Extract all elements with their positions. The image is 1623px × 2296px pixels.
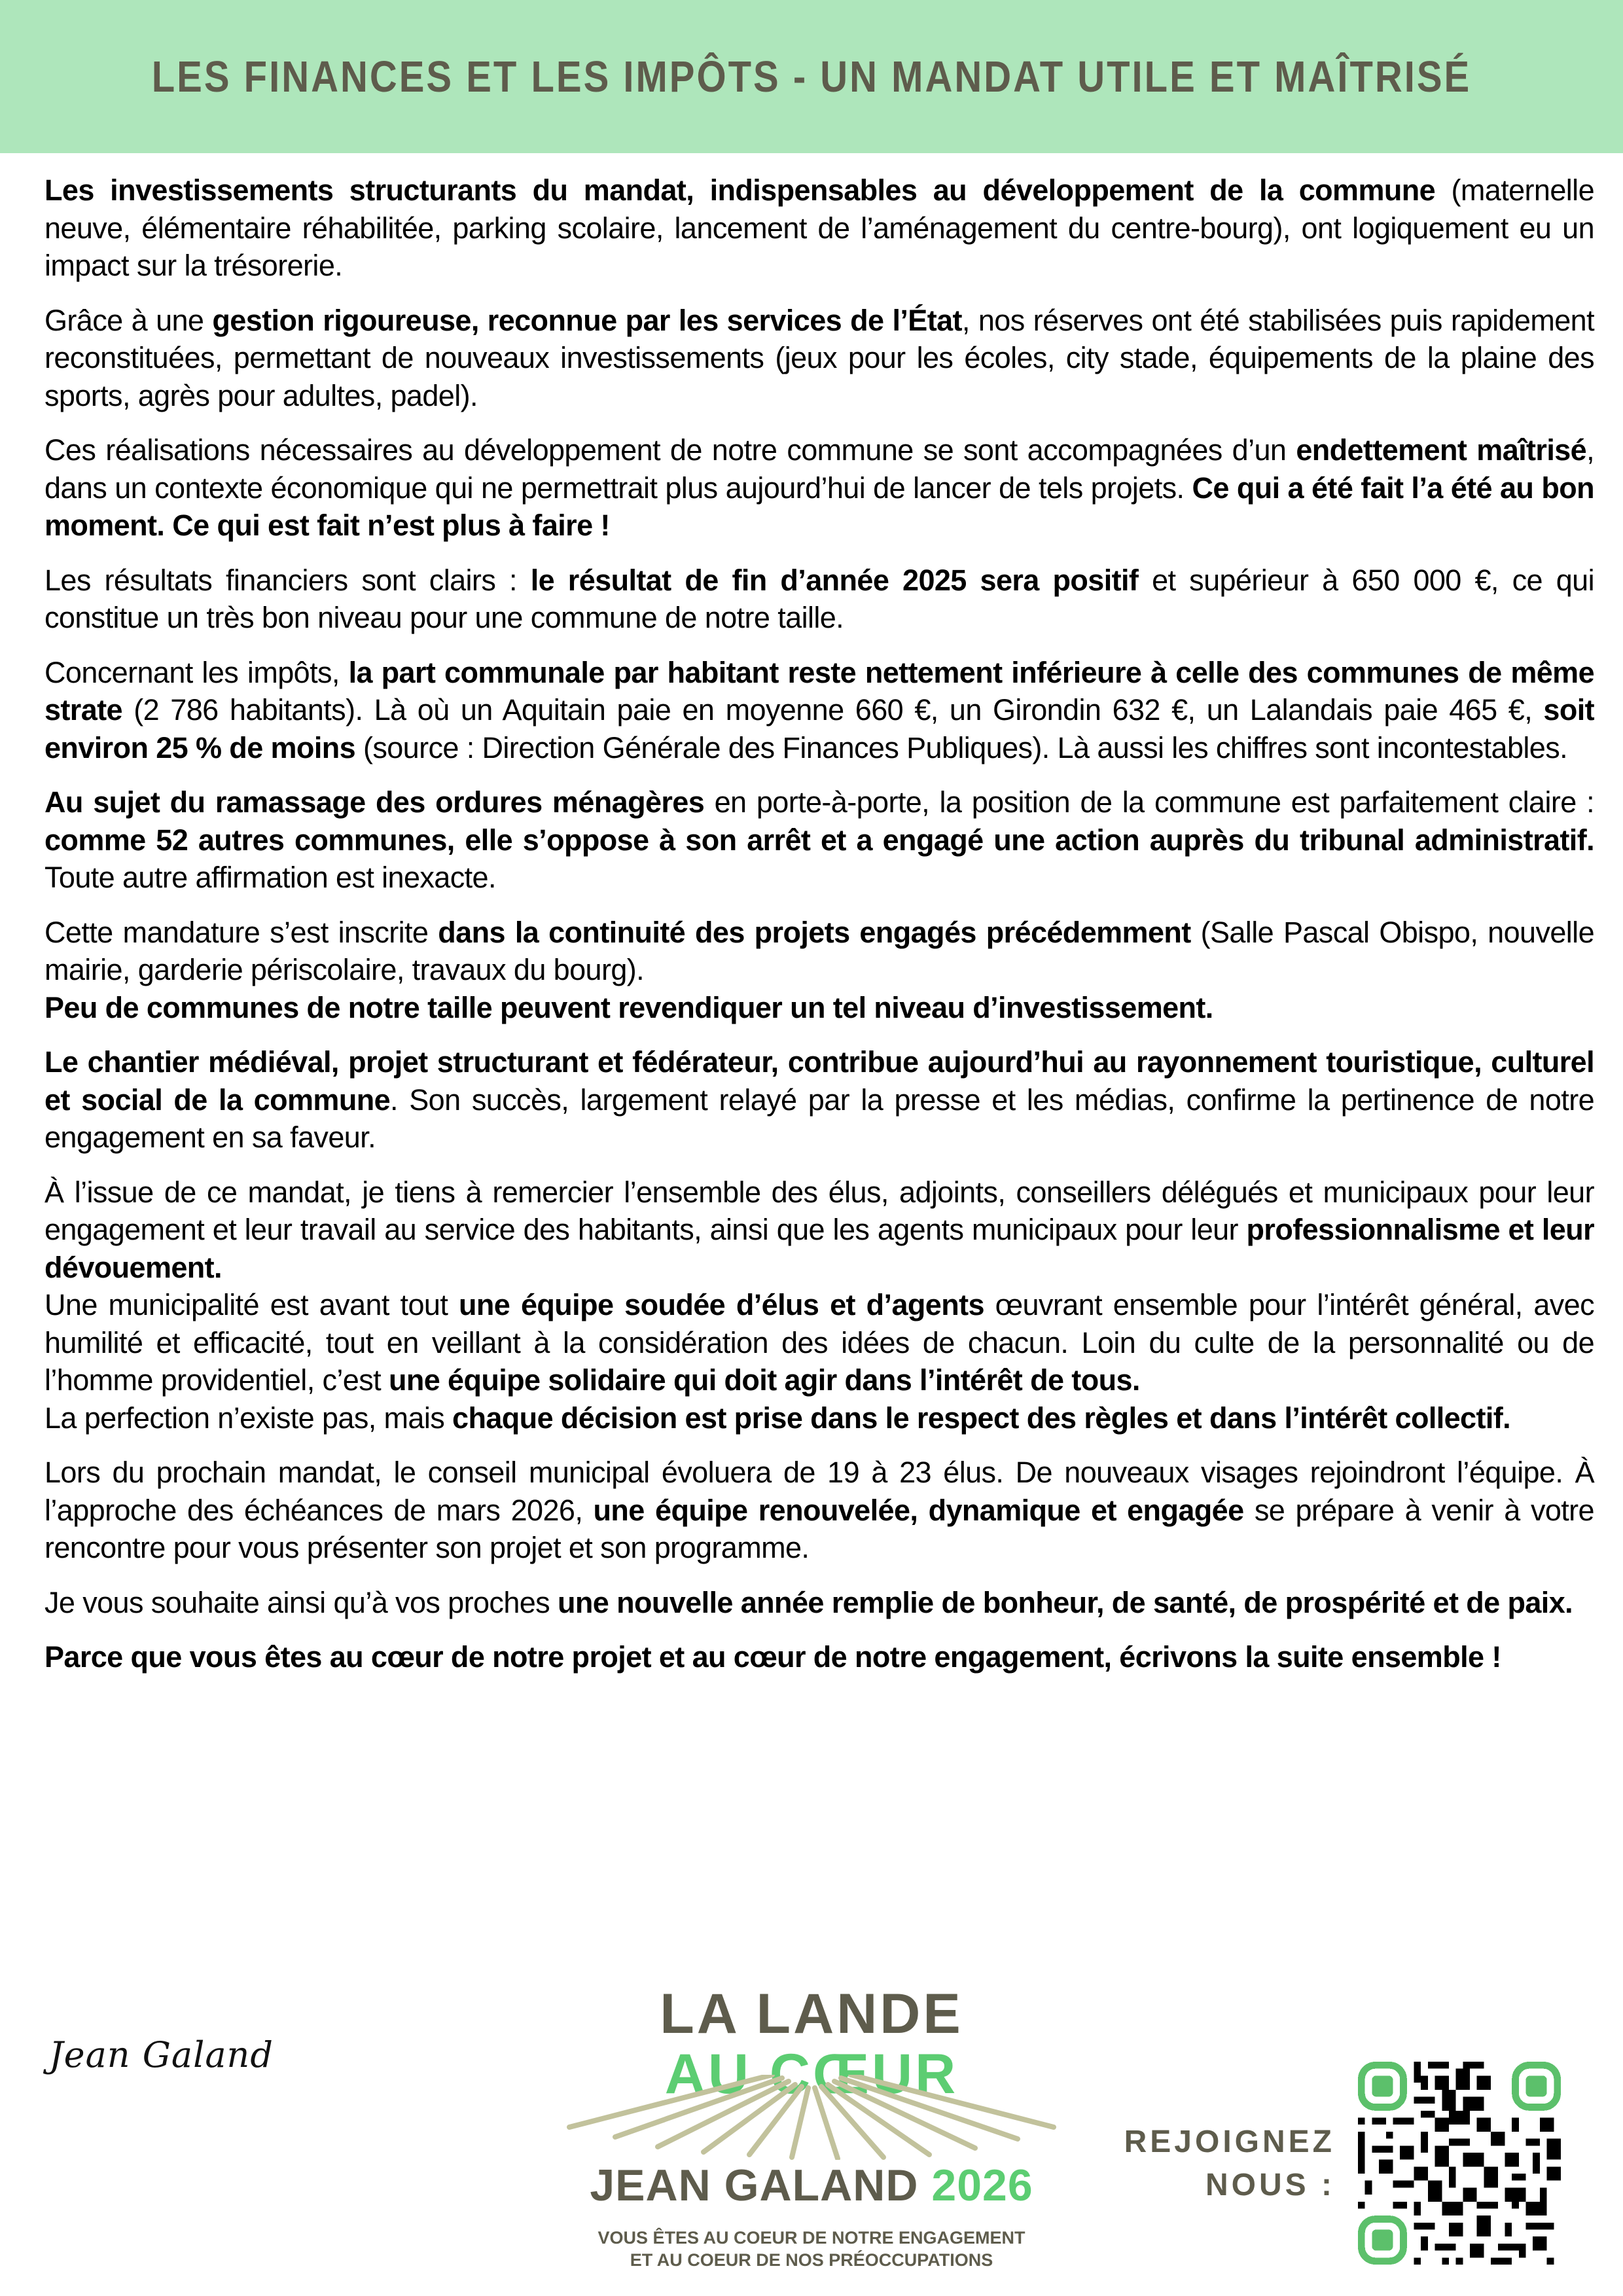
body-text: , dans un contexte économique qui ne permettrait plus aujourd’hui de lancer de tels projets. (45, 433, 1594, 505)
body-text: , nos réserves ont été stabilisées puis rapidement reconstituées, permettant de nouveaux investissements (jeux pour les écoles, city stade, équipements de la plaine des sports, agrès pour adultes, padel). (45, 303, 1594, 412)
paragraph (45, 1454, 1594, 1567)
body-text: en porte-à-porte, la position de la commune est parfaitement claire : (704, 785, 1594, 819)
qr-code-icon[interactable] (1358, 2062, 1561, 2265)
paragraph (45, 1584, 1594, 1622)
emphasis-text: Parce que vous êtes au cœur de notre projet et au cœur de notre engagement, écrivons la suite ensemble ! (45, 1640, 1501, 1674)
emphasis-text: chaque décision est prise dans le respect des règles et dans l’intérêt collectif. (452, 1401, 1511, 1435)
emphasis-text: une équipe solidaire qui doit agir dans l’intérêt de tous. (388, 1363, 1140, 1397)
join-line2: NOUS : (1205, 2168, 1335, 2202)
logo-title-line1: LA LANDE (660, 1982, 963, 2045)
body-text: La perfection n’existe pas, mais (45, 1401, 453, 1435)
paragraph (45, 1286, 1594, 1399)
paragraph (45, 1043, 1594, 1157)
emphasis-text: une nouvelle année remplie de bonheur, de santé, de prospérité et de paix. (557, 1585, 1573, 1619)
body-text: se prépare à venir à votre rencontre pour vous présenter son projet et son programme. (45, 1493, 1594, 1564)
body-text: (maternelle neuve, élémentaire réhabilitée, parking scolaire, lancement de l’aménagement du centre-bourg), ont logiquement eu un impact sur la trésorerie. (45, 173, 1595, 282)
body-text: œuvrant ensemble pour l’intérêt général, avec humilité et efficacité, tout en veillant à la considération des idées de chacun. Loin du culte de la personnalité ou de l’homme providentiel, c’est (45, 1288, 1594, 1397)
body-text: Ces réalisations nécessaires au développement de notre commune se sont accompagnées d’un (45, 433, 1296, 467)
body-text: Grâce à une (45, 303, 213, 337)
tagline-line1: VOUS ÊTES AU COEUR DE NOTRE ENGAGEMENT (597, 2228, 1026, 2248)
body-text: À l’issue de ce mandat, je tiens à remercier l’ensemble des élus, adjoints, conseillers délégués et municipaux pour leur engagement et leur travail au service des habitants, ainsi que les agents municipaux pour leur (45, 1175, 1594, 1246)
logo-tagline (556, 2227, 1067, 2271)
emphasis-text: gestion rigoureuse, reconnue par les services de l’État (212, 303, 962, 337)
body-text: et supérieur à 650 000 €, ce qui constitue un très bon niveau pour une commune de notre taille. (45, 563, 1594, 634)
emphasis-text: dans la continuité des projets engagés précédemment (438, 915, 1191, 949)
paragraph (45, 1638, 1594, 1676)
campaign-logo (556, 1977, 1067, 2284)
emphasis-text: la part communale par habitant reste nettement inférieure à celle des communes de même strate (45, 655, 1595, 726)
logo-title-line2: AU CŒUR (664, 2043, 959, 2106)
body-text: Lors du prochain mandat, le conseil municipal évoluera de 19 à 23 élus. De nouveaux visages rejoindront l’équipe. À l’approche des échéances de mars 2026, (45, 1456, 1594, 1527)
paragraph (45, 171, 1594, 285)
join-us-label (1113, 2121, 1335, 2207)
body-text: Concernant les impôts, (45, 655, 349, 689)
page-header (0, 0, 1623, 153)
emphasis-text: Au sujet du ramassage des ordures ménagères (45, 785, 705, 819)
emphasis-text: une équipe soudée d’élus et d’agents (459, 1288, 984, 1321)
emphasis-text: Peu de communes de notre taille peuvent revendiquer un tel niveau d’investissement. (45, 990, 1213, 1024)
paragraph (45, 562, 1594, 637)
emphasis-text: le résultat de fin d’année 2025 sera positif (530, 563, 1139, 597)
join-line1: REJOIGNEZ (1124, 2125, 1335, 2159)
logo-candidate (556, 2160, 1067, 2211)
body-text: Je vous souhaite ainsi qu’à vos proches (45, 1585, 558, 1619)
page-title: LES FINANCES ET LES IMPÔTS - UN MANDAT UTILE ET MAÎTRISÉ (151, 52, 1472, 101)
emphasis-text: professionnalisme et leur dévouement. (45, 1213, 1594, 1284)
paragraph (45, 302, 1594, 415)
body-text: . Son succès, largement relayé par la presse et les médias, confirme la pertinence de notre engagement en sa faveur. (45, 1083, 1595, 1154)
emphasis-text: Le chantier médiéval, projet structurant et fédérateur, contribue aujourd’hui au rayonnement touristique, culturel et social de la commune (45, 1045, 1594, 1117)
body-text: Les résultats financiers sont clairs : (45, 563, 531, 597)
paragraph (45, 654, 1594, 767)
body-text: Une municipalité est avant tout (45, 1288, 459, 1321)
emphasis-text: comme 52 autres communes, elle s’oppose à son arrêt et a engagé une action auprès du tribunal administratif. (45, 823, 1594, 857)
body-text: (2 786 habitants). Là où un Aquitain paie en moyenne 660 €, un Girondin 632 €, un Lalandais paie 465 €, (122, 693, 1544, 726)
paragraph (45, 914, 1594, 1027)
article-body (45, 171, 1594, 1693)
sun-rays-icon (556, 2075, 1067, 2160)
body-text: Toute autre affirmation est inexacte. (45, 861, 496, 894)
paragraph (45, 1399, 1594, 1437)
candidate-name: JEAN GALAND (590, 2161, 919, 2210)
emphasis-text: Les investissements structurants du mandat, indispensables au développement de la commune (45, 173, 1436, 207)
paragraph (45, 1174, 1594, 1287)
tagline-line2: ET AU COEUR DE NOS PRÉOCCUPATIONS (630, 2250, 993, 2270)
campaign-year: 2026 (931, 2161, 1033, 2210)
emphasis-text: Ce qui a été fait l’a été au bon moment. Ce qui est fait n’est plus à faire ! (45, 471, 1594, 542)
body-text: (source : Direction Générale des Finances Publiques). Là aussi les chiffres sont incontestables. (355, 730, 1567, 764)
paragraph (45, 783, 1594, 897)
emphasis-text: endettement maîtrisé (1296, 433, 1587, 467)
signature: Jean Galand (49, 2034, 274, 2075)
body-text: Cette mandature s’est inscrite (45, 915, 438, 949)
emphasis-text: soit environ 25 % de moins (45, 693, 1594, 764)
body-text: (Salle Pascal Obispo, nouvelle mairie, garderie périscolaire, travaux du bourg). (45, 915, 1594, 986)
emphasis-text: une équipe renouvelée, dynamique et engagée (593, 1493, 1244, 1527)
paragraph (45, 431, 1594, 545)
